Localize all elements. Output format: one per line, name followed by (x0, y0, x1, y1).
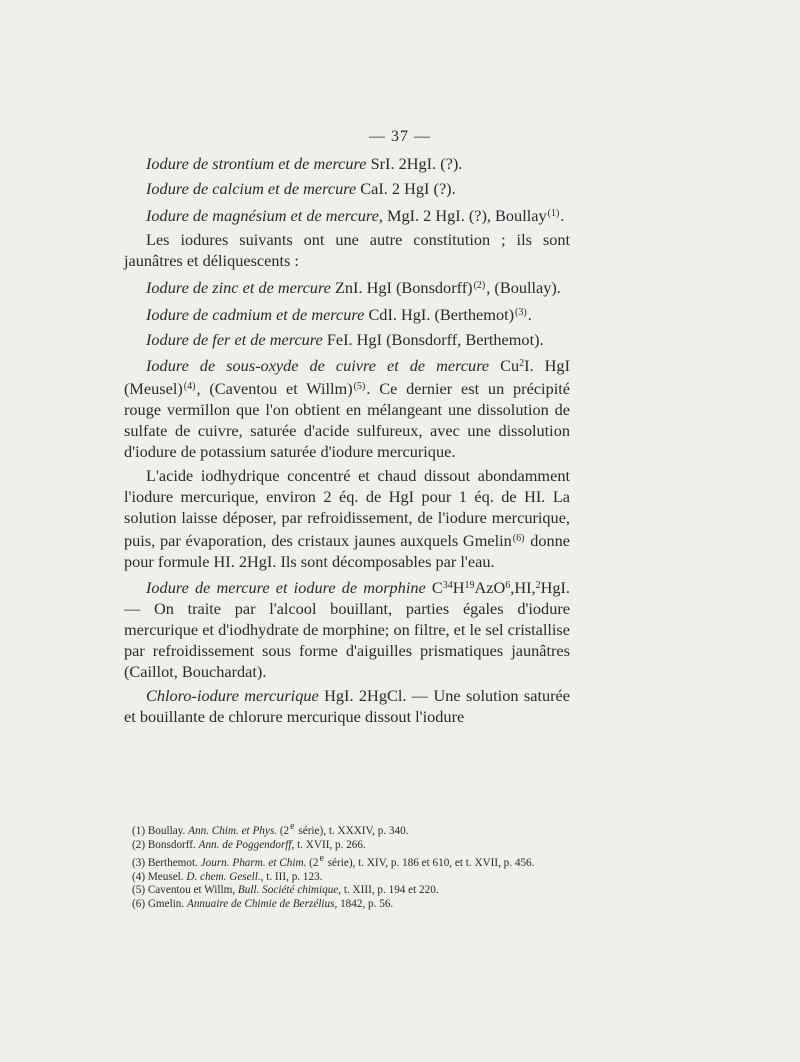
page-number: — 37 — (369, 128, 431, 145)
paragraph-zinc: Iodure de zinc et de mercure ZnI. HgI (Bonsdorff)$^{(2)}$, (Boullay). (146, 277, 561, 297)
footnote-ref: (2) (473, 279, 486, 291)
footnote-6: (6) Gmelin. Annuaire de Chimie de Berzélius, 1842, p. 56. (132, 897, 394, 910)
paragraph-cadmium: Iodure de cadmium et de mercure CdI. HgI. (Berthemot)$^{(3)}$. (146, 304, 532, 324)
paragraph-acide-iodhydrique: L'acide iodhydrique concentré et chaud dissout abondamment l'iodure mercurique, environ 2 éq. de HgI pour 1 éq. de HI. La solution laisse déposer, par refroidissement, de l'iodure mercurique, puis, par évaporation, des cristaux jaunes auxquels Gmelin$^{(6)}$ donne pour formule HI. 2HgI. Ils sont décomposables par l'eau. (124, 466, 570, 571)
footnote-4: (4) Meusel. D. chem. Gesell., t. III, p. 123. (132, 870, 323, 883)
main-text (124, 154, 570, 728)
footnote-ref: (5) (353, 381, 366, 393)
paragraph-chloro-iodure: Chloro-iodure mercurique HgI. 2HgCl. — Une solution saturée et bouillante de chlorure mercurique dissout l'iodure (124, 686, 570, 727)
paragraph-fer: Iodure de fer et de mercure FeI. HgI (Bonsdorff, Berthemot). (146, 329, 544, 349)
footnotes (124, 820, 574, 912)
paragraph-magnesium: Iodure de magnésium et de mercure, MgI. 2 HgI. (?), Boullay$^{(1)}$. (146, 205, 565, 225)
footnote-ref: (3) (515, 306, 527, 318)
footnote-1: (1) Boullay. Ann. Chim. et Phys. (2e série), t. XXXIV, p. 340. (132, 821, 409, 837)
paragraph-strontium: Iodure de strontium et de mercure SrI. 2HgI. (?). (146, 154, 463, 173)
footnote-2: (2) Bonsdorff. Ann. de Poggendorff, t. XVII, p. 266. (132, 838, 366, 851)
footnote-5: (5) Caventou et Willm, Bull. Société chimique, t. XIII, p. 194 et 220. (132, 884, 439, 897)
footnote-ref: (1) (547, 207, 560, 219)
paragraph-calcium: Iodure de calcium et de mercure CaI. 2 HgI (?). (146, 178, 456, 198)
footnote-3: (3) Berthemot. Journ. Pharm. et Chim. (2e série), t. XIV, p. 186 et 610, et t. XVII, p. 456. (132, 853, 535, 870)
footnote-ref: (6) (512, 532, 525, 544)
footnote-ref: (4) (183, 381, 196, 393)
paragraph-morphine: Iodure de mercure et iodure de morphine $C^{34}H^{19}AzO^6,HI,^2HgI$. — On traite par l'alcool bouillant, parties égales d'iodure mercurique et d'iodhydrate de morphine; on filtre, et le sel cristallise par refroidissement sous forme d'aiguilles prismatiques jaunâtres (Caillot, Bouchardat). (124, 578, 570, 681)
paragraph-cuivre: Iodure de sous-oxyde de cuivre et de mercure Cu$^2$I. HgI (Meusel)$^{(4)}$, (Caventou et Willm)$^{(5)}$. Ce dernier est un précipité rouge vermillon que l'on obtient en mélangeant une dissolution de sulfate de cuivre, saturée d'acide sulfureux, avec une dissolution d'iodure de potassium saturée d'iodure mercurique. (124, 356, 570, 461)
paragraph-constitution: Les iodures suivants ont une autre constitution ; ils sont jaunâtres et déliquescents : (124, 230, 570, 271)
